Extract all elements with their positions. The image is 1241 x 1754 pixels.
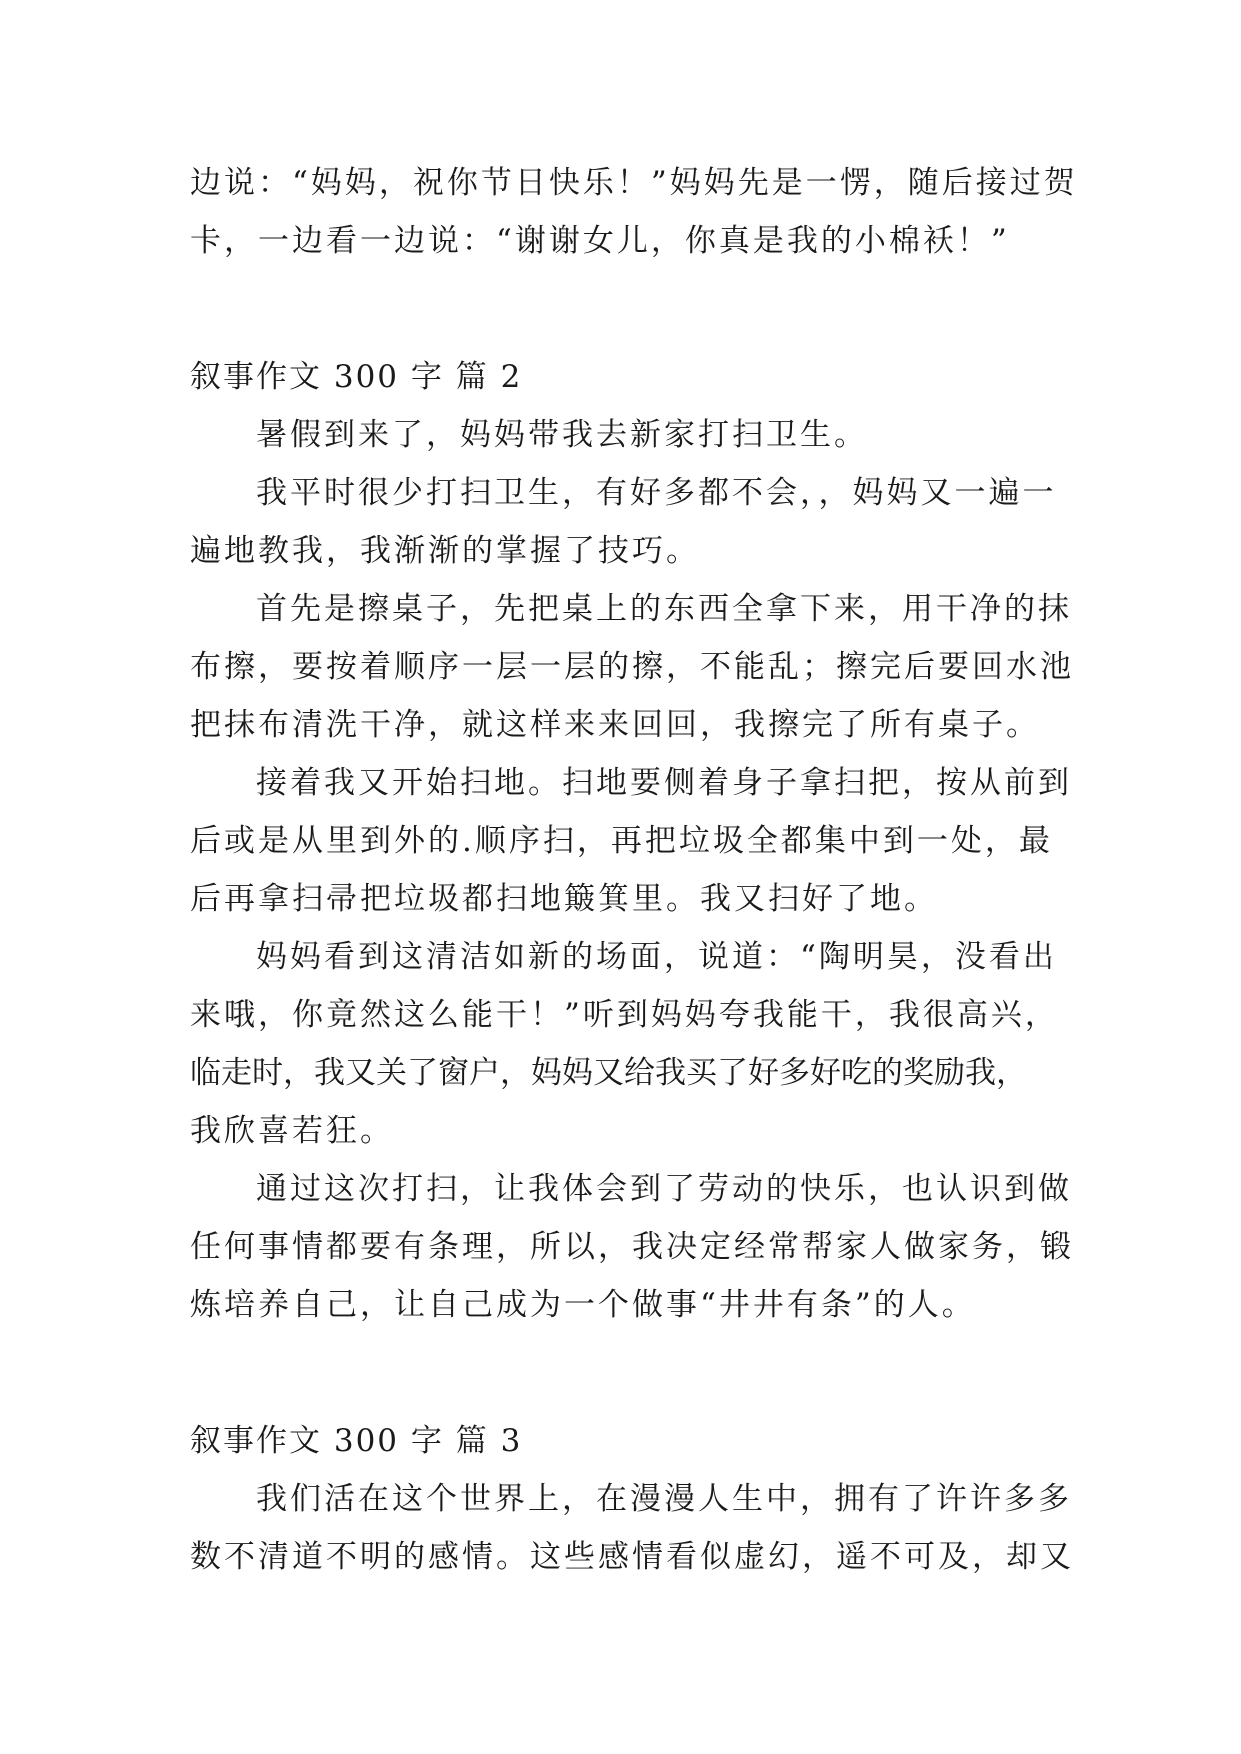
text-line: 临走时，我又关了窗户，妈妈又给我买了好多好吃的奖励我，	[190, 1055, 1027, 1091]
paragraph-first-line: 我平时很少打扫卫生，有好多都不会，，妈妈又一遍一	[256, 475, 1057, 511]
paragraph-first-line: 暑假到来了，妈妈带我去新家打扫卫生。	[256, 417, 868, 453]
text-line: 来哦，你竟然这么能干！”听到妈妈夸我能干，我很高兴，	[190, 997, 1059, 1033]
section-2	[190, 348, 1074, 1334]
text-line: 后或是从里到外的.顺序扫，再把垃圾全都集中到一处，最	[190, 823, 1053, 859]
section-heading: 叙事作文 300 字 篇 3	[190, 1423, 523, 1459]
text-line: 后再拿扫帚把垃圾都扫地簸箕里。我又扫好了地。	[190, 881, 938, 917]
section-spacer	[190, 270, 1052, 348]
paragraph-first-line: 首先是擦桌子，先把桌上的东西全拿下来，用干净的抹	[256, 591, 1072, 627]
paragraph-first-line: 妈妈看到这清洁如新的场面，说道：“陶明昊，没看出	[256, 939, 1057, 975]
text-line: 我欣喜若狂。	[190, 1113, 394, 1149]
section-heading: 叙事作文 300 字 篇 2	[190, 359, 523, 395]
section-3	[190, 1412, 1074, 1586]
text-line: 炼培养自己，让自己成为一个做事“井井有条”的人。	[190, 1287, 976, 1323]
text-line: 卡，一边看一边说：“谢谢女儿，你真是我的小棉袄！”	[190, 223, 1010, 259]
section-spacer	[190, 1334, 1052, 1412]
text-line: 任何事情都要有条理，所以，我决定经常帮家人做家务，锻	[190, 1229, 1074, 1265]
paragraph-first-line: 接着我又开始扫地。扫地要侧着身子拿扫把，按从前到	[256, 765, 1072, 801]
paragraph-first-line: 通过这次打扫，让我体会到了劳动的快乐，也认识到做	[256, 1171, 1072, 1207]
text-line: 边说：“妈妈，祝你节日快乐！”妈妈先是一愣，随后接过贺	[190, 165, 1078, 201]
text-line: 遍地教我，我渐渐的掌握了技巧。	[190, 533, 700, 569]
text-line: 布擦，要按着顺序一层一层的擦，不能乱；擦完后要回水池	[190, 649, 1074, 685]
paragraph-first-line: 我们活在这个世界上，在漫漫人生中，拥有了许许多多	[256, 1481, 1072, 1517]
section-1	[190, 154, 1078, 270]
text-line: 数不清道不明的感情。这些感情看似虚幻，遥不可及，却又	[190, 1539, 1074, 1575]
text-line: 把抹布清洗干净，就这样来来回回，我擦完了所有桌子。	[190, 707, 1040, 743]
document-page	[190, 154, 1078, 1586]
